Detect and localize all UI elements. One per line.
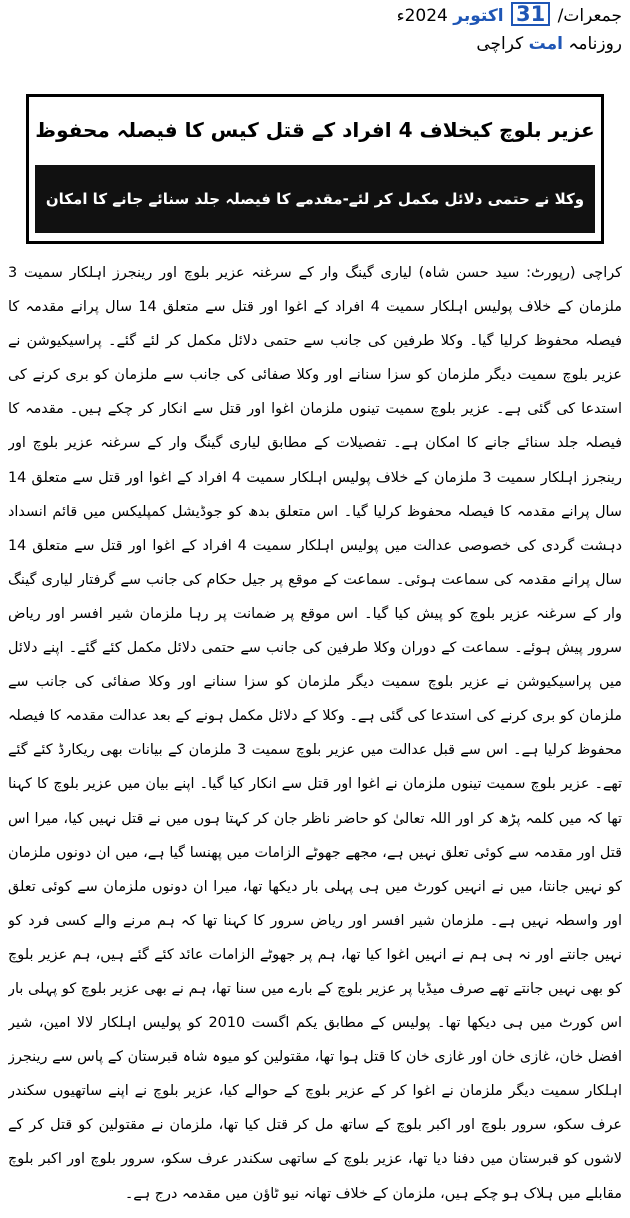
date-line [396, 2, 622, 30]
headline-box [26, 94, 604, 244]
paper-name: امت [528, 34, 563, 54]
dateline [396, 2, 622, 66]
headline: عزیر بلوچ کیخلاف 4 افراد کے قتل کیس کا فیصلہ محفوظ [35, 118, 595, 142]
weekday: جمعرات [563, 6, 622, 26]
article-text: کراچی (رپورٹ: سید حسن شاہ) لیاری گینگ وار کے سرغنہ عزیر بلوچ اور رینجرز اہلکار سمیت 3 ملزمان کے خلاف پولیس اہلکار سمیت 4 افراد کے اغوا اور قتل سے متعلق 14 سال پرانے مقدمہ کا فیصلہ محفوظ کرلیا گیا۔ وکلا طرفین کی جانب سے حتمی دلائل مکمل کر لئے گئے۔ پراسیکیوشن نے عزیر بلوچ سمیت دیگر ملزمان کو سزا سنانے اور وکلا صفائی کی جانب سے ملزمان کو بری کرنے کی استدعا کی گئی ہے۔ عزیر بلوچ سمیت تینوں ملزمان اغوا اور قتل سے انکار کر چکے ہیں۔ مقدمہ کا فیصلہ جلد سنائے جانے کا امکان ہے۔ تفصیلات کے مطابق لیاری گینگ وار کے سرغنہ عزیر بلوچ اور رینجرز اہلکار سمیت 3 ملزمان کے خلاف پولیس اہلکار سمیت 4 افراد کے اغوا اور قتل سے متعلق 14 سال پرانے مقدمہ کا فیصلہ محفوظ کرلیا گیا۔ اس متعلق بدھ کو جوڈیشل کمپلیکس میں قائم انسداد دہشت گردی کی خصوصی عدالت میں پولیس اہلکار سمیت 4 افراد کے اغوا اور قتل سے متعلق 14 سال پرانے مقدمہ کی سماعت ہوئی۔ سماعت کے موقع پر جیل حکام کی جانب سے گرفتار لیاری گینگ وار کے سرغنہ عزیر بلوچ کو پیش کیا گیا۔ اس موقع پر ضمانت پر رہا ملزمان شیر افسر اور ریاض سرور پیش ہوئے۔ سماعت کے دوران وکلا طرفین کی جانب سے حتمی دلائل مکمل کئے گئے۔ اپنے دلائل میں پراسیکیوشن نے عزیر بلوچ سمیت دیگر ملزمان کو سزا سنانے اور وکلا صفائی کی جانب سے ملزمان کو بری کرنے کی استدعا کی گئی ہے۔ وکلا کے دلائل مکمل ہونے کے بعد عدالت مقدمہ کا فیصلہ محفوظ کرلیا ہے۔ اس سے قبل عدالت میں عزیر بلوچ سمیت 3 ملزمان کے بیانات بھی ریکارڈ کئے گئے تھے۔ عزیر بلوچ سمیت تینوں ملزمان نے اغوا اور قتل سے انکار کیا گیا۔ اپنے بیان میں عزیر بلوچ کا کہنا تھا کہ میں کلمہ پڑھ کر اور اللہ تعالیٰ کو حاضر ناظر جان کر کہتا ہوں میں نے قتل نہیں کیا، میرا اس قتل اور مقدمہ سے کوئی تعلق نہیں ہے، مجھے جھوٹے الزامات میں پھنسا گیا ہے، میں ان دونوں ملزمان کو نہیں جانتا، میں نے انہیں کورٹ میں ہی پہلی بار دیکھا تھا، میرا ان دونوں ملزمان سے کوئی تعلق اور واسطہ نہیں ہے۔ ملزمان شیر افسر اور ریاض سرور کا کہنا تھا کہ ہم مرنے والے کسی فرد کو نہیں جانتے اور نہ ہی ہم نے انہیں اغوا کیا تھا، ہم پر جھوٹے الزامات عائد کئے گئے ہیں، ہم عزیر بلوچ کو بھی نہیں جانتے تھے صرف میڈیا پر عزیر بلوچ کے بارے میں سنا تھا، ہم نے بھی عزیر بلوچ کو پہلی بار اس کورٹ میں ہی دیکھا تھا۔ پولیس کے مطابق یکم اگست 2010 کو پولیس اہلکار لالا امین، شیر افضل خان، غازی خان اور غازی خان کا قتل ہوا تھا، مقتولین کو میوہ شاہ قبرستان کے پاس سے رینجرز اہلکار سمیت دیگر ملزمان نے اغوا کر کے عزیر بلوچ کے حوالے کیا، عزیر بلوچ نے اپنے ساتھیوں سکندر عرف سکو، سرور بلوچ اور اکبر بلوچ کے ساتھ مل کر قتل کیا تھا، ملزمان نے مقتولین کو قتل کر کے لاشوں کو قبرستان میں دفنا دیا تھا، عزیر بلوچ کے ساتھی سکندر عرف سکو، سرور بلوچ اور اکبر بلوچ مقابلے میں ہلاک ہو چکے ہیں، ملزمان کے خلاف تھانہ نیو ٹاؤن میں مقدمہ درج ہے۔ [8, 265, 622, 1202]
year: 2024ء [396, 6, 448, 26]
newspaper-line [402, 30, 622, 58]
date-separator: / [557, 6, 564, 26]
article-body [8, 256, 622, 1212]
paper-prefix: روزنامہ [568, 34, 622, 54]
date-number: 31 [511, 2, 550, 26]
city: کراچی [476, 34, 524, 54]
month: اکتوبر [453, 6, 504, 26]
subheadline-banner: وکلا نے حتمی دلائل مکمل کر لئے-مقدمے کا فیصلہ جلد سنائے جانے کا امکان [35, 165, 595, 233]
